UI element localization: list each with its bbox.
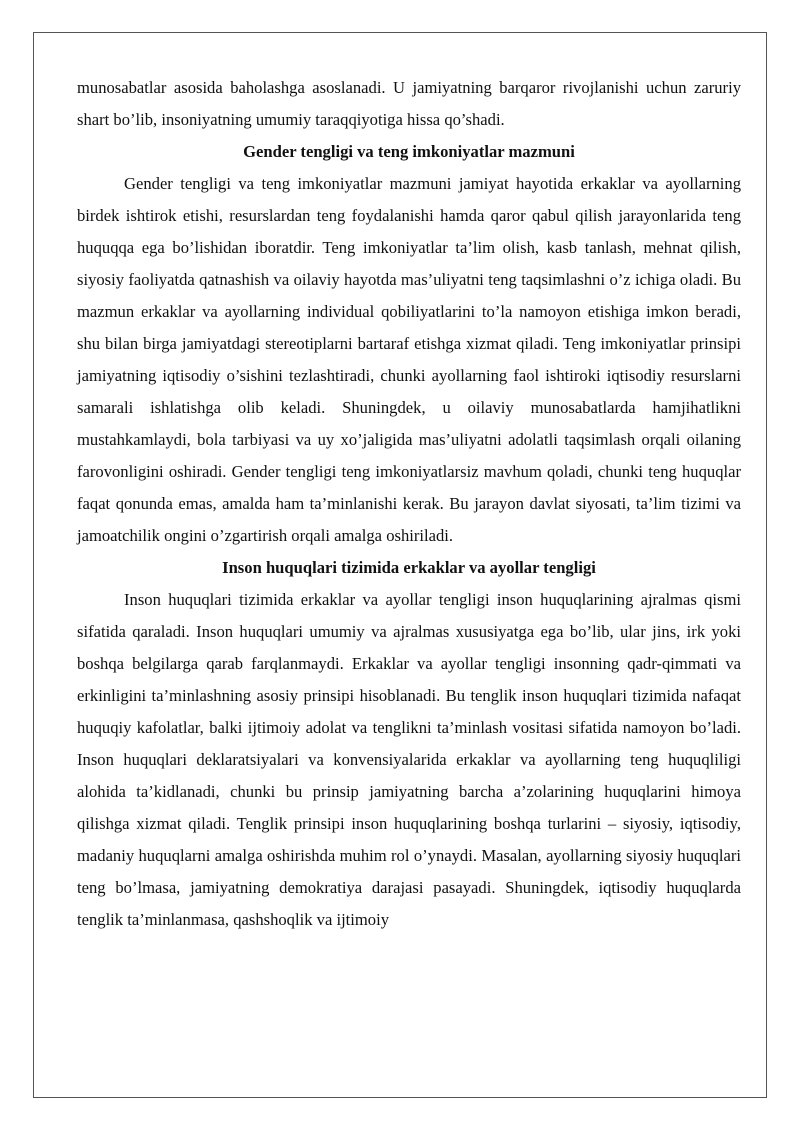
document-body [77,72,741,936]
section-heading-human-rights: Inson huquqlari tizimida erkaklar va ayollar tengligi [222,558,596,577]
section-heading-gender-equality: Gender tengligi va teng imkoniyatlar mazmuni [243,142,575,161]
section-paragraph-gender-equality: Gender tengligi va teng imkoniyatlar mazmuni jamiyat hayotida erkaklar va ayollarning birdek ishtirok etishi, resurslardan teng foydalanishi hamda qaror qabul qilish jarayonlarida teng huquqqa ega bo’lishidan iboratdir. Teng imkoniyatlar ta’lim olish, kasb tanlash, mehnat qilish, siyosiy faoliyatda qatnashish va oilaviy hayotda mas’uliyatni teng taqsimlashni o’z ichiga oladi. Bu mazmun erkaklar va ayollarning individual qobiliyatlarini to’la namoyon etishiga imkon beradi, shu bilan birga jamiyatdagi stereotiplarni bartaraf etishga xizmat qiladi. Teng imkoniyatlar prinsipi jamiyatning iqtisodiy o’sishini tezlashtiradi, chunki ayollarning faol ishtiroki iqtisodiy resurslarni samarali ishlatishga olib keladi. Shuningdek, u oilaviy munosabatlarda hamjihatlikni mustahkamlaydi, bola tarbiyasi va uy xo’jaligida mas’uliyatni adolatli taqsimlash orqali oilaning farovonligini oshiradi. Gender tengligi teng imkoniyatlarsiz mavhum qoladi, chunki teng huquqlar faqat qonunda emas, amalda ham ta’minlanishi kerak. Bu jarayon davlat siyosati, ta’lim tizimi va jamoatchilik ongini o’zgartirish orqali amalga oshiriladi. [77,174,741,545]
section-paragraph-human-rights: Inson huquqlari tizimida erkaklar va ayollar tengligi inson huquqlarining ajralmas qismi sifatida qaraladi. Inson huquqlari umumiy va ajralmas xususiyatga ega bo’lib, ular jins, irk yoki boshqa belgilarga qarab farqlanmaydi. Erkaklar va ayollar tengligi insonning qadr-qimmati va erkinligini ta’minlashning asosiy prinsipi hisoblanadi. Bu tenglik inson huquqlari tizimida nafaqat huquqiy kafolatlar, balki ijtimoiy adolat va tenglikni ta’minlash vositasi sifatida namoyon bo’ladi. Inson huquqlari deklaratsiyalari va konvensiyalarida erkaklar va ayollarning teng huquqliligi alohida ta’kidlanadi, chunki bu prinsip jamiyatning barcha a’zolarining huquqlarini himoya qilishga xizmat qiladi. Tenglik prinsipi inson huquqlarining boshqa turlarini – siyosiy, iqtisodiy, madaniy huquqlarni amalga oshirishda muhim rol o’ynaydi. Masalan, ayollarning siyosiy huquqlari teng bo’lmasa, jamiyatning demokratiya darajasi pasayadi. Shuningdek, iqtisodiy huquqlarda tenglik ta’minlanmasa, qashshoqlik va ijtimoiy [77,590,741,929]
continuation-paragraph: munosabatlar asosida baholashga asoslanadi. U jamiyatning barqaror rivojlanishi uchun zaruriy shart bo’lib, insoniyatning umumiy taraqqiyotiga hissa qo’shadi. [77,78,741,129]
